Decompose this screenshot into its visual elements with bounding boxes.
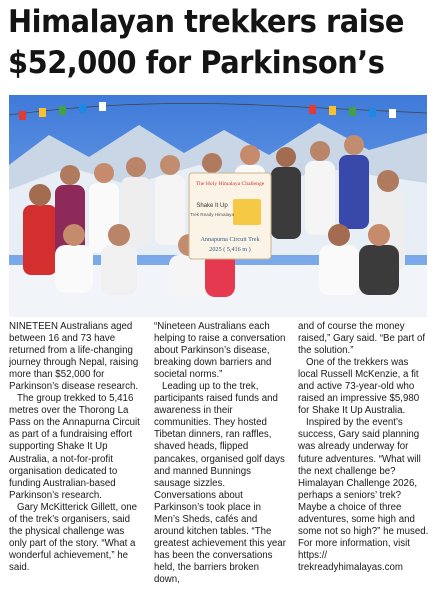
paragraph: Gary McKitterick Gillett, one of the trek’s organisers, said the physical challenge was only part of the story. “What a wonderful achievement,” he said. bbox=[9, 501, 138, 573]
paragraph: Inspired by the event’s success, Gary said planning was already underway for future adventures. “What will the next challenge be? Himalayan Challenge 2026, perhaps a seniors’ trek? Maybe a choice of three adventures, some high and some not so high?” he mused. For more information, visit https:// trekreadyhimalayas.com bbox=[298, 417, 429, 573]
paragraph: One of the trekkers was local Russell McKenzie, a fit and active 73-year-old who raised an impressive $5,980 for Shake It Up Australia. bbox=[298, 357, 420, 417]
banner-line-5: 2025 ( 5,416 m ) bbox=[209, 246, 251, 253]
column-1 bbox=[9, 321, 141, 612]
headline-line-1: Himalayan trekkers raise bbox=[8, 4, 404, 40]
article-photo bbox=[9, 95, 427, 317]
paragraph: and of course the money raised,” Gary said. “Be part of the solution.” bbox=[298, 321, 426, 357]
banner-line-3: Trek Ready Himalaya bbox=[190, 212, 234, 217]
article-headline bbox=[8, 2, 404, 84]
banner-line-4: Annapurna Circuit Trek bbox=[200, 236, 260, 243]
banner-line-1: The Holy Himalaya Challenge bbox=[195, 181, 265, 187]
paragraph: The group trekked to 5,416 metres over the Thorong La Pass on the Annapurna Circuit as part of a fundraising effort supporting Shake It Up Australia, a not-for-profit organisation dedicated to funding Australian-based Parkinson’s research. bbox=[9, 393, 140, 501]
paragraph: NINETEEN Australians aged between 16 and 73 have returned from a life-changing journey through Nepal, raising more than $52,000 for Parkinson’s disease research. bbox=[9, 321, 139, 393]
article-body bbox=[9, 321, 429, 612]
headline-line-2: $52,000 for Parkinson’s bbox=[8, 45, 385, 81]
column-2 bbox=[154, 321, 286, 612]
banner-line-2: Shake It Up bbox=[196, 203, 228, 209]
paragraph: Leading up to the trek, participants raised funds and awareness in their communities. They hosted Tibetan dinners, ran raffles, shaved heads, flipped pancakes, organised golf days and manned Bunnings sausage sizzles. Conversations about Parkinson’s took place in Men’s Sheds, cafés and around kitchen tables. “The greatest achievement this year has been the conversations held, the barriers broken down, bbox=[154, 381, 286, 585]
paragraph: “Nineteen Australians each helping to raise a conversation about Parkinson’s disease, breaking down barriers and societal norms.” bbox=[154, 321, 286, 381]
column-3 bbox=[298, 321, 430, 612]
trek-banner bbox=[189, 173, 271, 259]
